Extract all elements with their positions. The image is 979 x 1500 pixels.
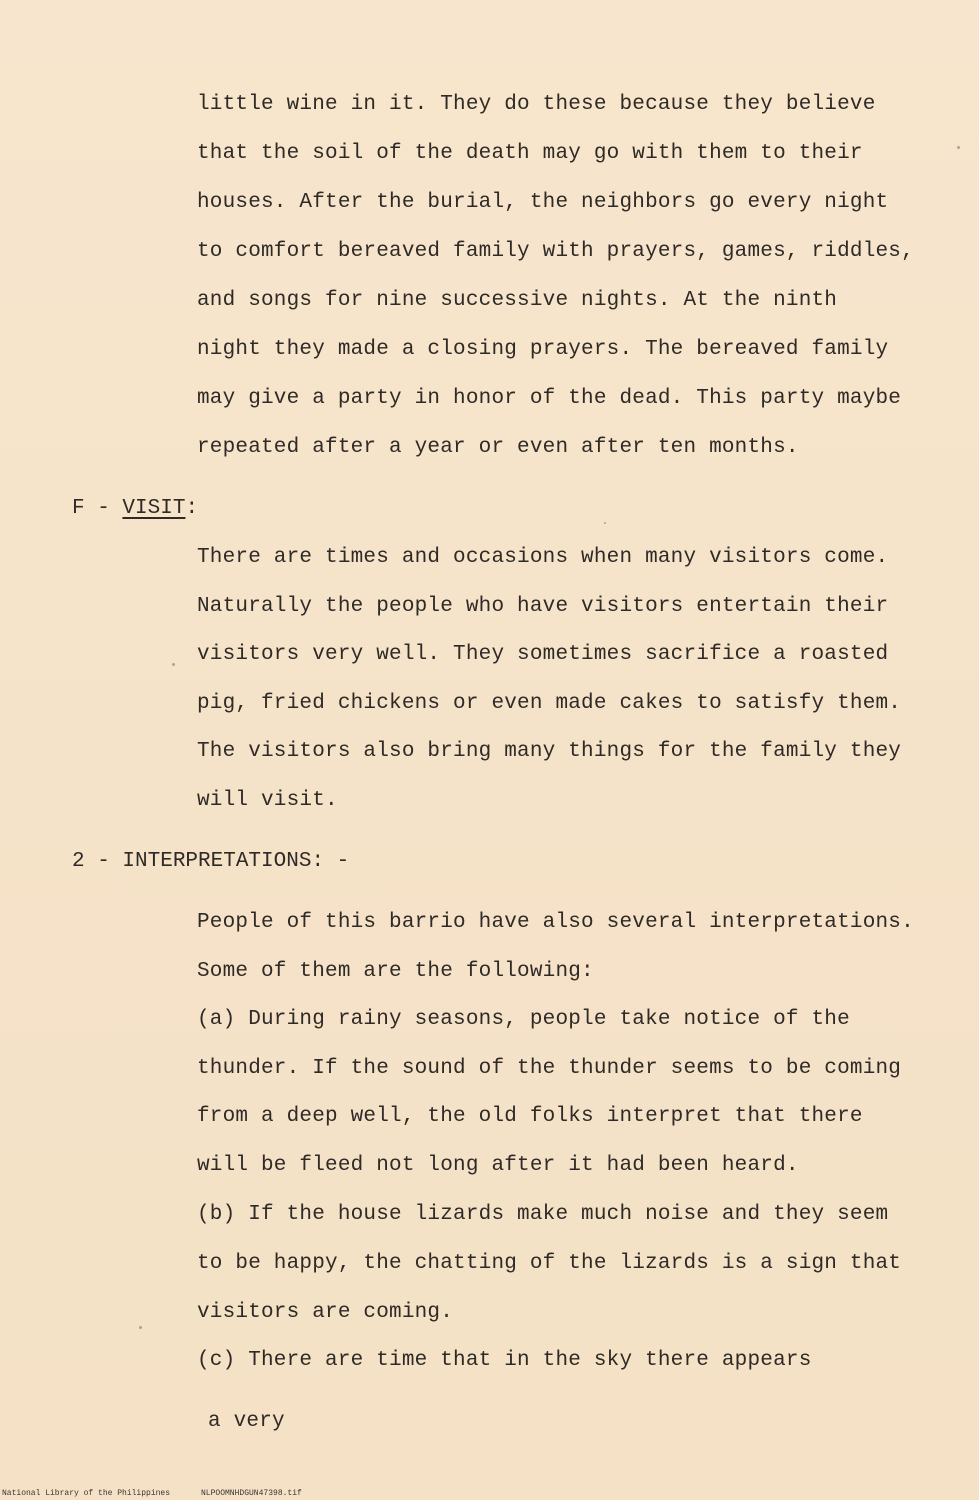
paper-speck bbox=[957, 146, 960, 149]
paper-speck bbox=[172, 663, 175, 666]
section-suffix: : bbox=[185, 497, 199, 520]
section-heading-visit bbox=[72, 497, 198, 520]
text-line: night they made a closing prayers. The bereaved family bbox=[197, 338, 889, 361]
paper-speck bbox=[139, 1326, 142, 1329]
section-heading-interpretations: 2 - INTERPRETATIONS: - bbox=[72, 850, 350, 873]
section-title: VISIT bbox=[122, 497, 186, 520]
text-line: thunder. If the sound of the thunder seems to be coming bbox=[197, 1057, 902, 1080]
text-line: houses. After the burial, the neighbors go every night bbox=[197, 191, 889, 214]
text-line: repeated after a year or even after ten months. bbox=[197, 436, 799, 459]
text-line: from a deep well, the old folks interpret that there bbox=[197, 1105, 863, 1128]
text-line: (a) During rainy seasons, people take notice of the bbox=[197, 1008, 850, 1031]
text-line: little wine in it. They do these because they believe bbox=[197, 93, 876, 116]
text-line: There are times and occasions when many visitors come. bbox=[197, 546, 889, 569]
text-line: People of this barrio have also several interpretations. bbox=[197, 911, 914, 934]
text-line: will visit. bbox=[197, 789, 338, 812]
text-line: and songs for nine successive nights. At the ninth bbox=[197, 289, 838, 312]
text-line: to comfort bereaved family with prayers, games, riddles, bbox=[197, 240, 914, 263]
section-prefix: F - bbox=[72, 497, 123, 520]
footer-file-name: NLPOOMNHDGUN47398.tif bbox=[201, 1489, 302, 1498]
text-line: visitors very well. They sometimes sacrifice a roasted bbox=[197, 643, 889, 666]
text-line: Some of them are the following: bbox=[197, 960, 594, 983]
text-line: The visitors also bring many things for the family they bbox=[197, 740, 902, 763]
text-line: may give a party in honor of the dead. This party maybe bbox=[197, 387, 902, 410]
text-line: will be fleed not long after it had been heard. bbox=[197, 1154, 799, 1177]
paper-speck bbox=[604, 522, 606, 524]
text-line: visitors are coming. bbox=[197, 1301, 454, 1324]
footer-library-name: National Library of the Philippines bbox=[2, 1489, 171, 1498]
text-line: that the soil of the death may go with them to their bbox=[197, 142, 863, 165]
text-line: Naturally the people who have visitors entertain their bbox=[197, 595, 889, 618]
text-line: to be happy, the chatting of the lizards is a sign that bbox=[197, 1252, 902, 1275]
text-line: (c) There are time that in the sky there appears bbox=[197, 1349, 812, 1372]
text-line: (b) If the house lizards make much noise and they seem bbox=[197, 1203, 889, 1226]
text-fragment: a very bbox=[208, 1410, 285, 1433]
text-line: pig, fried chickens or even made cakes to satisfy them. bbox=[197, 692, 902, 715]
